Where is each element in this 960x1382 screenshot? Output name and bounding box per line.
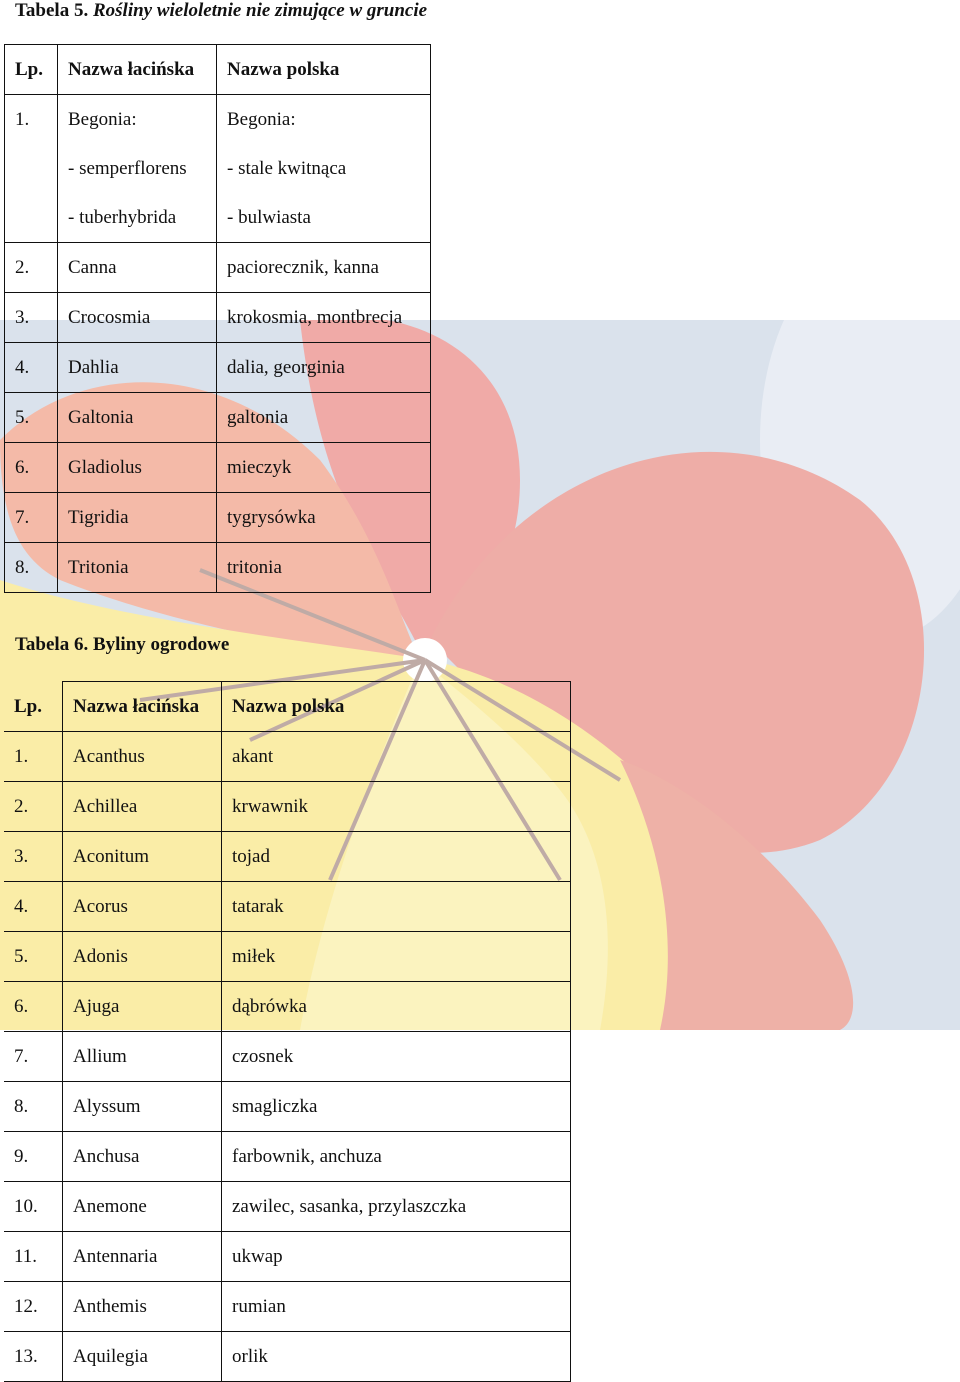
table6-cell-latin: Alyssum — [63, 1082, 222, 1132]
table-row — [4, 732, 571, 782]
table5-cell-polish: dalia, georginia — [217, 343, 431, 393]
table-row — [4, 1132, 571, 1182]
table5-cell-latin: Gladiolus — [58, 443, 217, 493]
table5-header-latin: Nazwa łacińska — [58, 45, 217, 95]
table6-cell-latin: Anchusa — [63, 1132, 222, 1182]
table5-cell-latin: Canna — [58, 243, 217, 293]
table6-cell-polish: orlik — [222, 1332, 571, 1382]
table5-cell-latin: Tigridia — [58, 493, 217, 543]
begonia-latin-line-2: - semperflorens — [68, 158, 187, 179]
table-row — [5, 293, 431, 343]
table-row — [4, 982, 571, 1032]
table6-cell-polish: dąbrówka — [222, 982, 571, 1032]
table-row — [4, 832, 571, 882]
table6-cell-latin: Aconitum — [63, 832, 222, 882]
table6-caption: Tabela 6. Byliny ogrodowe — [15, 634, 230, 655]
table6-cell-latin: Allium — [63, 1032, 222, 1082]
table5-cell-polish: mieczyk — [217, 443, 431, 493]
table5-cell-polish: tygrysówka — [217, 493, 431, 543]
table6-cell-lp: 8. — [4, 1082, 63, 1132]
table6-header-row — [4, 682, 571, 732]
table6-cell-polish: akant — [222, 732, 571, 782]
table5-caption — [15, 0, 427, 22]
table6-header-lp: Lp. — [4, 682, 63, 732]
table5-cell-lp: 8. — [5, 543, 58, 593]
table6-cell-polish: krwawnik — [222, 782, 571, 832]
table-row — [5, 543, 431, 593]
table5-cell-polish — [217, 95, 431, 243]
table5-caption-prefix: Tabela 5. — [15, 0, 93, 21]
table5-header-row — [5, 45, 431, 95]
table6-cell-polish: tatarak — [222, 882, 571, 932]
table6-cell-lp: 7. — [4, 1032, 63, 1082]
table-row — [4, 932, 571, 982]
table5-cell-latin: Crocosmia — [58, 293, 217, 343]
table6-cell-latin: Achillea — [63, 782, 222, 832]
table6-cell-latin: Acorus — [63, 882, 222, 932]
table5-cell-polish: paciorecznik, kanna — [217, 243, 431, 293]
table5-cell-lp: 1. — [5, 95, 58, 243]
table6-cell-polish: smagliczka — [222, 1082, 571, 1132]
table-row — [4, 1182, 571, 1232]
table5-cell-lp: 3. — [5, 293, 58, 343]
table5-row-begonia — [5, 95, 431, 243]
table5-cell-latin: Dahlia — [58, 343, 217, 393]
table6-cell-lp: 5. — [4, 932, 63, 982]
table6-header-polish: Nazwa polska — [222, 682, 571, 732]
table6-cell-latin: Anemone — [63, 1182, 222, 1232]
begonia-polish-line-2: - stale kwitnąca — [227, 158, 347, 179]
table-row — [4, 1332, 571, 1382]
table6-cell-polish: farbownik, anchuza — [222, 1132, 571, 1182]
table-row — [4, 1232, 571, 1282]
table-row — [5, 243, 431, 293]
table5-header-lp: Lp. — [5, 45, 58, 95]
table5-cell-lp: 4. — [5, 343, 58, 393]
table6-cell-lp: 6. — [4, 982, 63, 1032]
table6-cell-polish: ukwap — [222, 1232, 571, 1282]
table-row — [5, 443, 431, 493]
table6-cell-lp: 10. — [4, 1182, 63, 1232]
table6-cell-latin: Ajuga — [63, 982, 222, 1032]
begonia-polish-line-3: - bulwiasta — [227, 207, 311, 228]
begonia-latin-line-1: Begonia: — [68, 109, 137, 130]
table5-cell-polish: tritonia — [217, 543, 431, 593]
table5-cell-polish: galtonia — [217, 393, 431, 443]
table6-cell-latin: Antennaria — [63, 1232, 222, 1282]
table6-header-latin: Nazwa łacińska — [63, 682, 222, 732]
table-row — [5, 343, 431, 393]
table-row — [5, 493, 431, 543]
table6-cell-lp: 9. — [4, 1132, 63, 1182]
table-row — [4, 1282, 571, 1332]
table6-cell-polish: zawilec, sasanka, przylaszczka — [222, 1182, 571, 1232]
table-row — [4, 882, 571, 932]
table6-cell-lp: 4. — [4, 882, 63, 932]
table6-cell-latin: Aquilegia — [63, 1332, 222, 1382]
table6-cell-polish: miłek — [222, 932, 571, 982]
table6-cell-latin: Acanthus — [63, 732, 222, 782]
table5 — [4, 44, 431, 593]
table5-cell-polish: krokosmia, montbrecja — [217, 293, 431, 343]
table5-cell-latin: Galtonia — [58, 393, 217, 443]
table6-cell-polish: tojad — [222, 832, 571, 882]
table-row — [4, 782, 571, 832]
table6-cell-lp: 11. — [4, 1232, 63, 1282]
table6-cell-lp: 2. — [4, 782, 63, 832]
table-row — [5, 393, 431, 443]
table6-cell-lp: 3. — [4, 832, 63, 882]
begonia-latin-line-3: - tuberhybrida — [68, 207, 177, 228]
table-row — [4, 1032, 571, 1082]
table5-cell-lp: 2. — [5, 243, 58, 293]
table6-cell-polish: czosnek — [222, 1032, 571, 1082]
table5-header-polish: Nazwa polska — [217, 45, 431, 95]
table5-cell-latin: Tritonia — [58, 543, 217, 593]
table6-cell-lp: 1. — [4, 732, 63, 782]
table5-cell-lp: 7. — [5, 493, 58, 543]
table6-cell-lp: 12. — [4, 1282, 63, 1332]
table5-cell-latin — [58, 95, 217, 243]
table6-cell-latin: Anthemis — [63, 1282, 222, 1332]
table5-cell-lp: 5. — [5, 393, 58, 443]
table6-cell-latin: Adonis — [63, 932, 222, 982]
table-row — [4, 1082, 571, 1132]
table5-caption-title: Rośliny wieloletnie nie zimujące w gruncie — [92, 0, 428, 21]
table6-cell-polish: rumian — [222, 1282, 571, 1332]
begonia-polish-line-1: Begonia: — [227, 109, 296, 130]
table5-cell-lp: 6. — [5, 443, 58, 493]
table6 — [4, 681, 571, 1382]
table6-cell-lp: 13. — [4, 1332, 63, 1382]
